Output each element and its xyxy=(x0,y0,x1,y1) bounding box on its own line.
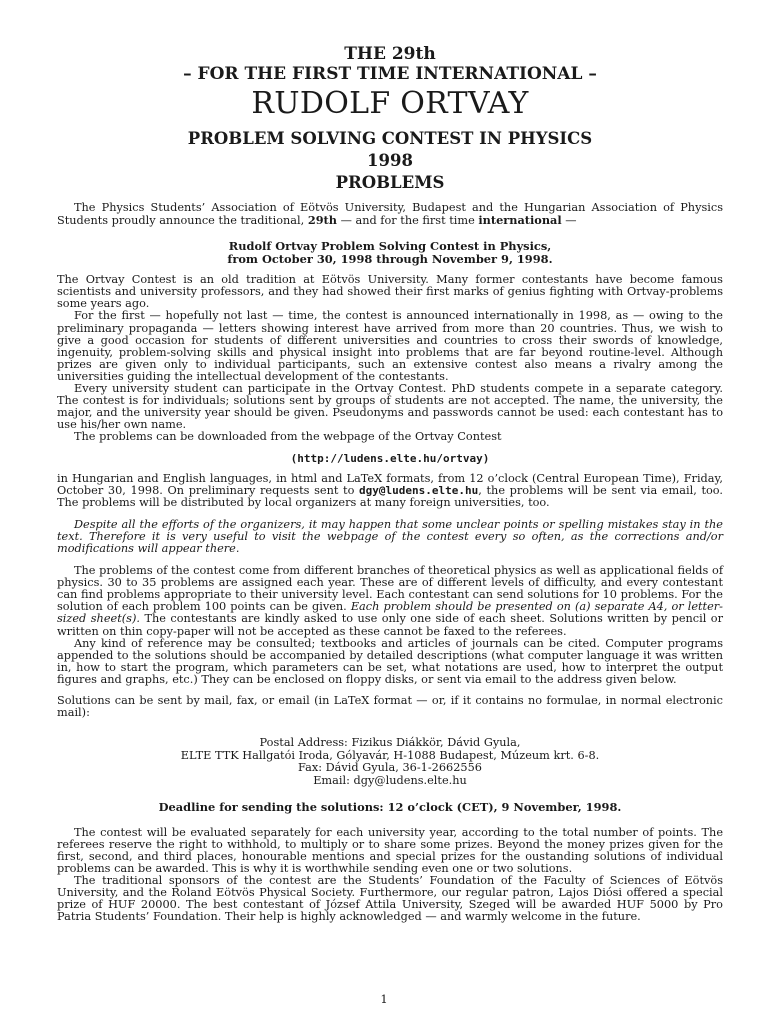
header-year: 1998 xyxy=(367,151,413,170)
webpage-url[interactable]: (http://ludens.elte.hu/ortvay) xyxy=(290,451,490,465)
header-contest: PROBLEM SOLVING CONTEST IN PHYSICS xyxy=(187,129,593,148)
paragraph-download: The problems can be downloaded from the webpage of the Ortvay Contest xyxy=(74,430,502,444)
paragraph-tradition: The Ortvay Contest is an old tradition at Eötvös University. Many former contestants have become famous scientists and university professors, and they had showed their first marks of genius fighting with Ortvay-problems some years ago. xyxy=(57,273,723,311)
paragraph-formats: in Hungarian and English languages, in html and LaTeX formats, from 12 o’clock (Central European Time), Friday, October 30, 1998. On preliminary requests sent to dgy@ludens.elte.hu, the problems will be sent via email, too. The problems will be distributed by local organizers at many foreign universities, too. xyxy=(57,471,723,509)
page-number: 1 xyxy=(380,992,388,1006)
contest-title: Rudolf Ortvay Problem Solving Contest in Physics, from October 30, 1998 through November 9, 1998. xyxy=(227,239,553,266)
document-page xyxy=(57,44,723,923)
paragraph-references: Any kind of reference may be consulted; textbooks and articles of journals can be cited. Computer programs appended to the solutions should be accompanied by detailed descriptions (what computer language it was written in, how to start the program, which parameters can be set, what notations are used, how to interpret the output figures and graphs, etc.) They can be enclosed on floppy disks, or sent via email to the address given below. xyxy=(57,636,723,686)
deadline: Deadline for sending the solutions: 12 o’clock (CET), 9 November, 1998. xyxy=(158,800,622,815)
paragraph-sponsors: The traditional sponsors of the contest are the Students’ Foundation of the Faculty of Sciences of Eötvös University, and the Roland Eötvös Physical Society. Furthermore, our regular patron, Lajos Diósi offered a special prize of HUF 20000. The best contestant of József Attila University, Szeged will be awarded HUF 5000 by Pro Patria Students’ Foundation. Their help is highly acknowledged — and warmly welcome in the future. xyxy=(57,874,723,924)
email-link[interactable]: dgy@ludens.elte.hu xyxy=(359,483,479,497)
paragraph-international: For the first — hopefully not last — time, the contest is announced internationally in 1998, as — owing to the preliminary propaganda — letters showing interest have arrived from more than 20 countries. Thus, we wish to give a good occasion for students of different universities and countries to cross their swords of knowledge, ingenuity, problem-solving skills and physical insight into problems that are far beyond routine-level. Although prizes are given only to individual participants, such an extensive contest also means a rivalry among the universities guiding the intellectual development of the contestants. xyxy=(57,309,723,383)
paragraph-submission: Solutions can be sent by mail, fax, or email (in LaTeX format — or, if it contains no formulae, in normal electronic mail): xyxy=(57,694,723,720)
paragraph-evaluation: The contest will be evaluated separately for each university year, according to the total number of points. The referees reserve the right to withhold, to multiply or to share some prizes. Beyond the money prizes given for the first, second, and third places, honourable mentions and special prizes for the oustanding solutions of individual problems can be awarded. This is why it is worthwhile sending even one or two solutions. xyxy=(57,825,723,875)
header-name: RUDOLF ORTVAY xyxy=(251,86,529,121)
header-edition: THE 29th xyxy=(344,44,436,64)
paragraph-eligibility: Every university student can participate in the Ortvay Contest. PhD students compete in a separate category. The contest is for individuals; solutions sent by groups of students are not accepted. The name, the university, the major, and the university year should be given. Pseudonyms and passwords cannot be used: each contestant has to use his/her own name. xyxy=(57,382,723,432)
note-corrections: Despite all the efforts of the organizers, it may happen that some unclear points or spelling mistakes stay in the text. Therefore it is very useful to visit the webpage of the contest every so often, as the corrections and/or modifications will appear there. xyxy=(57,517,723,555)
postal-address: Postal Address: Fizikus Diákkör, Dávid Gyula, ELTE TTK Hallgatói Iroda, Gólyavár, H-1088 Budapest, Múzeum krt. 6-8. Fax: Dávid Gyula, 36-1-2662556 Email: dgy@ludens.elte.hu xyxy=(57,737,723,787)
intro-paragraph: The Physics Students’ Association of Eötvös University, Budapest and the Hungarian Association of Physics Students proudly announce the traditional, 29th — and for the first time international — xyxy=(57,201,723,228)
paragraph-problems: The problems of the contest come from different branches of theoretical physics as well as applicational fields of physics. 30 to 35 problems are assigned each year. These are of different levels of difficulty, and every contestant can find problems appropriate to their university level. Each contestant can send solutions for 10 problems. For the solution of each problem 100 points can be given. Each problem should be presented on (a) separate A4, or letter-sized sheet(s). The contestants are kindly asked to use only one side of each sheet. Solutions written by pencil or written on thin copy-paper will not be accepted as these cannot be faxed to the referees. xyxy=(57,564,724,638)
header-international: – FOR THE FIRST TIME INTERNATIONAL – xyxy=(183,64,597,84)
contact-email[interactable]: Email: dgy@ludens.elte.hu xyxy=(313,773,467,787)
header-problems: PROBLEMS xyxy=(335,173,445,192)
